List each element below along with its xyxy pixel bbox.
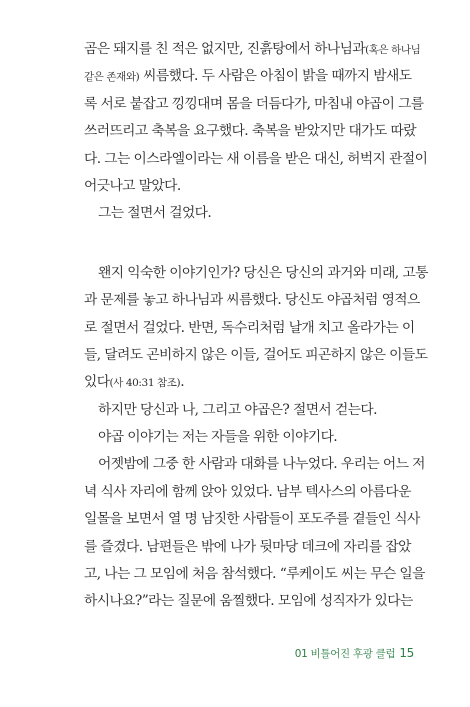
text-span: 하지만 당신과 나, 그리고 야곱은? 절면서 걷는다. <box>98 401 377 418</box>
text-span: 씨름했다. 두 사람은 아침이 밝을 때까지 밤새도 <box>139 68 412 85</box>
text-line <box>84 200 402 227</box>
paragraph <box>84 451 425 615</box>
paragraph <box>84 260 428 397</box>
page-footer <box>295 646 414 661</box>
inline-note: (사 40:31 참조) <box>109 377 181 390</box>
paragraph <box>84 397 402 424</box>
text-span: . <box>180 374 185 391</box>
text-line <box>84 479 411 506</box>
text-span: 다. 그는 이스라엘이라는 새 이름을 받은 대신, 허벅지 관절이 <box>84 150 428 167</box>
text-line <box>84 369 402 396</box>
paragraph <box>84 200 402 227</box>
inline-note: 같은 존재와) <box>84 71 140 84</box>
text-line <box>84 588 413 615</box>
text-line <box>84 118 416 145</box>
text-span: 녁 식사 자리에 함께 앉아 있었다. 남부 텍사스의 아름다운 <box>84 483 411 500</box>
text-line <box>84 146 428 173</box>
text-line <box>84 36 421 63</box>
text-span: 있다 <box>84 374 110 391</box>
page-number: 15 <box>399 646 414 660</box>
text-span: 록 서로 붙잡고 낑낑대며 몸을 더듬다가, 마침내 야곱이 그를 <box>84 95 424 112</box>
text-line <box>84 397 402 424</box>
text-span: 곰은 돼지를 친 적은 없지만, 진흙탕에서 하나님과 <box>84 41 366 57</box>
text-line <box>84 287 420 314</box>
text-span: 들, 달려도 곤비하지 않은 이들, 걸어도 피곤하지 않은 이들도 <box>84 346 428 363</box>
paragraph-gap <box>84 228 402 260</box>
inline-note: (혹은 하나님 <box>365 44 421 56</box>
text-line <box>84 561 425 588</box>
text-span: 왠지 익숙한 이야기인가? 당신은 당신의 과거와 미래, 고통 <box>98 264 428 281</box>
text-span: 그는 절면서 걸었다. <box>98 205 212 222</box>
text-line <box>84 315 415 342</box>
text-line <box>84 424 402 451</box>
text-line <box>84 506 420 533</box>
text-line <box>84 534 411 561</box>
text-line <box>84 451 425 478</box>
text-line <box>84 63 412 90</box>
paragraph <box>84 36 428 200</box>
text-span: 하시나요?”라는 질문에 움찔했다. 모임에 성직자가 있다는 <box>84 593 413 610</box>
text-line <box>84 173 402 200</box>
chapter-title: 01 비틀어진 후광 클럽 <box>294 648 396 660</box>
text-span: 과 문제를 놓고 하나님과 씨름했다. 당신도 야곱처럼 영적으 <box>84 292 420 309</box>
text-span: 야곱 이야기는 저는 자들을 위한 이야기다. <box>98 429 338 446</box>
body-text <box>84 36 428 616</box>
paragraph <box>84 424 402 451</box>
text-span: 일몰을 보면서 열 명 남짓한 사람들이 포도주를 곁들인 식사 <box>84 511 420 528</box>
text-line <box>84 342 428 369</box>
text-span: 쓰러뜨리고 축복을 요구했다. 축복을 받았지만 대가도 따랐 <box>84 123 416 140</box>
text-span: 어젯밤에 그중 한 사람과 대화를 나누었다. 우리는 어느 저 <box>98 456 425 473</box>
text-line <box>84 91 424 118</box>
text-span: 를 즐겼다. 남편들은 밖에 나가 뒷마당 데크에 자리를 잡았 <box>84 538 411 555</box>
text-span: 고, 나는 그 모임에 처음 참석했다. “루케이도 씨는 무슨 일을 <box>84 566 425 583</box>
text-line <box>84 260 428 287</box>
text-span: 어긋나고 말았다. <box>84 177 181 194</box>
text-span: 로 절면서 걸었다. 반면, 독수리처럼 날개 치고 올라가는 이 <box>84 319 415 336</box>
